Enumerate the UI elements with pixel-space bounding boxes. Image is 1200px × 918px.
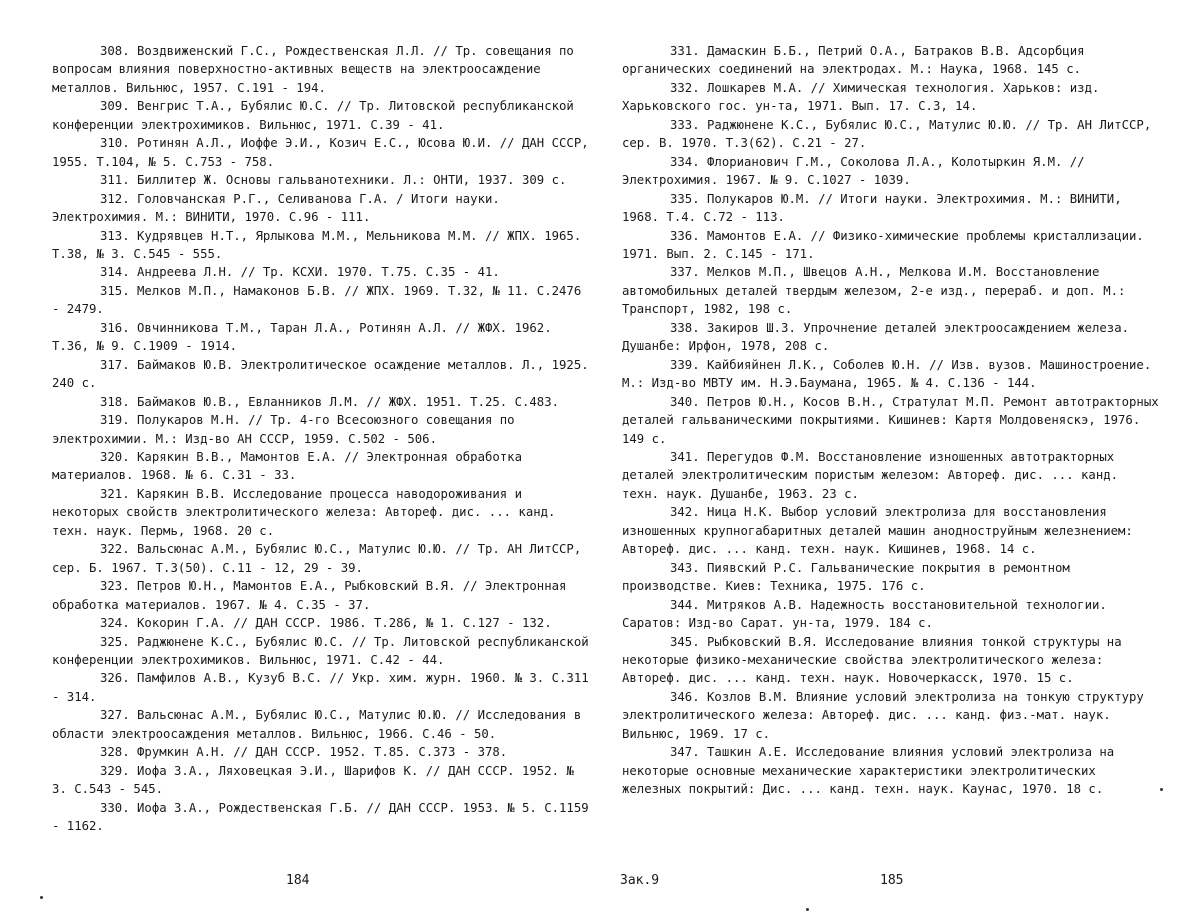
reference-entry: 313. Кудрявцев Н.Т., Ярлыкова М.М., Мельникова М.М. // ЖПХ. 1965. Т.38, № 3. С.545 - 555.	[52, 228, 582, 261]
reference-entry: 318. Баймаков Ю.В., Евланников Л.М. // ЖФХ. 1951. Т.25. С.483.	[100, 394, 560, 409]
reference-entry: 328. Фрумкин А.Н. // ДАН СССР. 1952. Т.85. С.373 - 378.	[100, 745, 508, 760]
left-page-number: 184	[286, 873, 310, 888]
reference-entry: 340. Петров Ю.Н., Косов В.Н., Стратулат М.П. Ремонт автотракторных деталей гальваническими покрытиями. Кишинев: Картя Молдовеняскэ, 1976. 149 с.	[622, 394, 1159, 446]
reference-entry: 321. Карякин В.В. Исследование процесса наводороживания и некоторых свойств электролитического железа: Автореф. дис. ... канд. техн. наук. Пермь, 1968. 20 с.	[52, 486, 556, 538]
scan-speck	[806, 908, 809, 911]
reference-entry: 312. Головчанская Р.Г., Селиванова Г.А. / Итоги науки. Электрохимия. М.: ВИНИТИ, 1970. С.96 - 111.	[52, 191, 500, 225]
scan-speck	[40, 896, 43, 899]
left-page-references	[52, 42, 592, 835]
reference-entry: 338. Закиров Ш.З. Упрочнение деталей электроосаждением железа. Душанбе: Ирфон, 1978, 208 с.	[622, 320, 1130, 354]
reference-entry: 345. Рыбковский В.Я. Исследование влияния тонкой структуры на некоторые физико-механические свойства электролитического железа: Автореф. дис. ... канд. техн. наук. Новочеркасск, 1970. 15 с.	[622, 634, 1122, 686]
printer-signature-mark: Зак.9	[620, 873, 660, 888]
reference-entry: 346. Козлов В.М. Влияние условий электролиза на тонкую структуру электролитического железа: Автореф. дис. ... канд. физ.-мат. наук. Вильнюс, 1969. 17 с.	[622, 689, 1144, 741]
reference-entry: 308. Воздвиженский Г.С., Рождественская Л.Л. // Тр. совещания по вопросам влияния поверхностно-активных веществ на электроосаждение металлов. Вильнюс, 1957. С.191 - 194.	[52, 44, 574, 95]
reference-entry: 343. Пиявский Р.С. Гальванические покрытия в ремонтном производстве. Киев: Техника, 1975. 176 с.	[622, 560, 1070, 594]
reference-entry: 339. Кайбияйнен Л.К., Соболев Ю.Н. // Изв. вузов. Машиностроение. М.: Изд-во МВТУ им. Н.Э.Баумана, 1965. № 4. С.136 - 144.	[622, 357, 1152, 391]
reference-entry: 344. Митряков А.В. Надежность восстановительной технологии. Саратов: Изд-во Сарат. ун-та, 1979. 184 с.	[622, 597, 1107, 631]
scan-speck	[1160, 788, 1163, 791]
reference-entry: 347. Ташкин А.Е. Исследование влияния условий электролиза на некоторые основные механические характеристики электролитических железных покрытий: Дис. ... канд. техн. наук. Каунас, 1970. 18 с.	[622, 745, 1115, 797]
reference-entry: 337. Мелков М.П., Швецов А.Н., Мелкова И.М. Восстановление автомобильных деталей твердым железом, 2-е изд., перераб. и доп. М.: Транспорт, 1982, 198 с.	[622, 265, 1126, 317]
reference-entry: 330. Иофа З.А., Рождественская Г.Б. // ДАН СССР. 1953. № 5. С.1159 - 1162.	[52, 800, 589, 834]
reference-entry: 319. Полукаров М.Н. // Тр. 4-го Всесоюзного совещания по электрохимии. М.: Изд-во АН СССР, 1959. С.502 - 506.	[52, 413, 515, 446]
reference-entry: 334. Флорианович Г.М., Соколова Л.А., Колотыркин Я.М. // Электрохимия. 1967. № 9. С.1027 - 1039.	[622, 154, 1085, 188]
reference-entry: 336. Мамонтов Е.А. // Физико-химические проблемы кристаллизации. 1971. Вып. 2. С.145 - 171.	[622, 228, 1144, 261]
reference-entry: 311. Биллитер Ж. Основы гальванотехники. Л.: ОНТИ, 1937. 309 с.	[100, 173, 567, 188]
reference-entry: 325. Раджюнене К.С., Бубялис Ю.С. // Тр. Литовской республиканской конференции электрохимиков. Вильнюс, 1971. С.42 - 44.	[52, 634, 589, 667]
reference-entry: 324. Кокорин Г.А. // ДАН СССР. 1986. Т.286, № 1. С.127 - 132.	[100, 616, 552, 631]
reference-entry: 335. Полукаров Ю.М. // Итоги науки. Электрохимия. М.: ВИНИТИ, 1968. Т.4. С.72 - 113.	[622, 191, 1122, 225]
reference-entry: 317. Баймаков Ю.В. Электролитическое осаждение металлов. Л., 1925. 240 с.	[52, 357, 589, 391]
reference-entry: 331. Дамаскин Б.Б., Петрий О.А., Батраков В.В. Адсорбция органических соединений на электродах. М.: Наука, 1968. 145 с.	[622, 44, 1085, 77]
reference-entry: 309. Венгрис Т.А., Бубялис Ю.С. // Тр. Литовской республиканской конференции электрохимиков. Вильнюс, 1971. С.39 - 41.	[52, 99, 574, 132]
reference-entry: 341. Перегудов Ф.М. Восстановление изношенных автотракторных деталей электролитическим пористым железом: Автореф. дис. ... канд. техн. наук. Душанбе, 1963. 23 с.	[622, 449, 1119, 501]
reference-entry: 333. Раджюнене К.С., Бубялис Ю.С., Матулис Ю.Ю. // Тр. АН ЛитССР, сер. В. 1970. Т.3(62). С.21 - 27.	[622, 117, 1152, 151]
right-page-references	[622, 42, 1162, 799]
reference-entry: 329. Иофа З.А., Ляховецкая Э.И., Шарифов К. // ДАН СССР. 1952. № 3. С.543 - 545.	[52, 763, 574, 797]
reference-entry: 342. Ница Н.К. Выбор условий электролиза для восстановления изношенных крупногабаритных деталей машин анодноструйным железнением: Автореф. дис. ... канд. техн. наук. Кишинев, 1968. 14 с.	[622, 505, 1133, 557]
reference-entry: 320. Карякин В.В., Мамонтов Е.А. // Электронная обработка материалов. 1968. № 6. С.31 - 33.	[52, 449, 522, 483]
reference-entry: 315. Мелков М.П., Намаконов Б.В. // ЖПХ. 1969. Т.32, № 11. С.2476 - 2479.	[52, 283, 582, 317]
reference-entry: 314. Андреева Л.Н. // Тр. КСХИ. 1970. Т.75. С.35 - 41.	[100, 265, 500, 280]
reference-entry: 332. Лошкарев М.А. // Химическая технология. Харьков: изд. Харьковского гос. ун-та, 1971. Вып. 17. С.3, 14.	[622, 80, 1100, 114]
reference-entry: 326. Памфилов А.В., Кузуб В.С. // Укр. хим. журн. 1960. № 3. С.311 - 314.	[52, 671, 589, 704]
right-page-number: 185	[880, 873, 904, 888]
reference-entry: 323. Петров Ю.Н., Мамонтов Е.А., Рыбковский В.Я. // Электронная обработка материалов. 1967. № 4. С.35 - 37.	[52, 579, 567, 612]
reference-entry: 322. Вальсюнас А.М., Бубялис Ю.С., Матулис Ю.Ю. // Тр. АН ЛитССР, сер. Б. 1967. Т.3(50). С.11 - 12, 29 - 39.	[52, 542, 582, 575]
reference-entry: 316. Овчинникова Т.М., Таран Л.А., Ротинян А.Л. // ЖФХ. 1962. Т.36, № 9. С.1909 - 1914.	[52, 320, 552, 354]
reference-entry: 310. Ротинян А.Л., Иоффе Э.И., Козич Е.С., Юсова Ю.И. // ДАН СССР, 1955. Т.104, № 5. С.753 - 758.	[52, 136, 589, 169]
reference-entry: 327. Вальсюнас А.М., Бубялис Ю.С., Матулис Ю.Ю. // Исследования в области электроосаждения металлов. Вильнюс, 1966. С.46 - 50.	[52, 708, 582, 741]
